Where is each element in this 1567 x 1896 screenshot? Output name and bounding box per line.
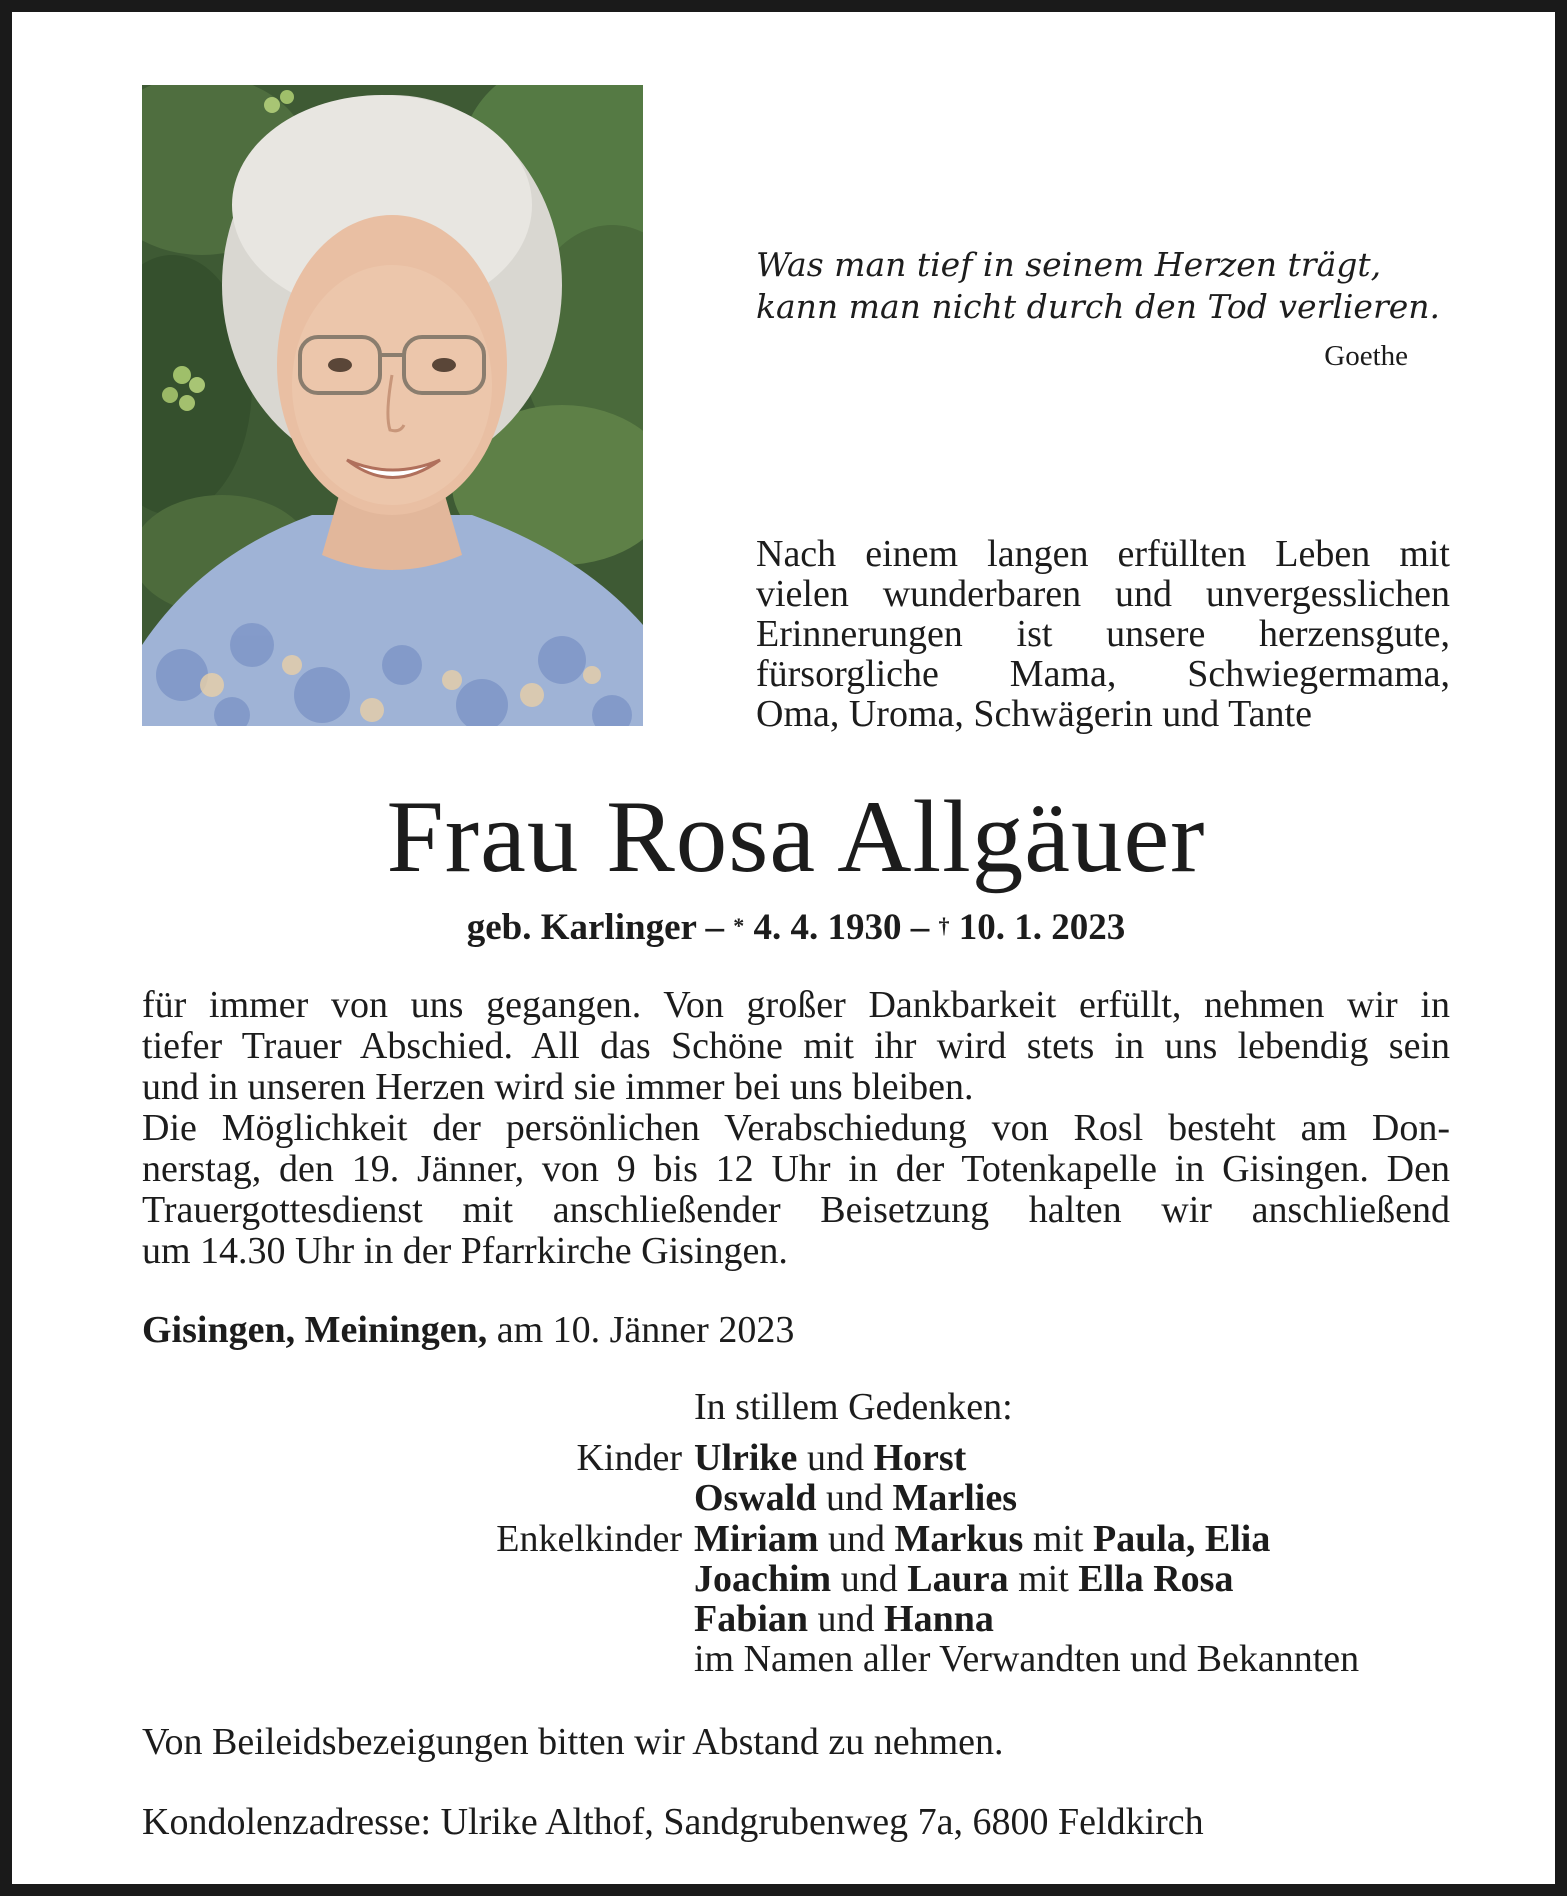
notice-date: am 10. Jänner 2023 (487, 1309, 795, 1351)
connector: und (797, 1437, 874, 1479)
mourner-name: Markus (894, 1518, 1024, 1560)
body-line: Trauergottesdienst mit anschließender Beisetzung halten wir anschließend (142, 1189, 1450, 1231)
mourners-closing: im Namen aller Verwandten und Bekannten (694, 1638, 1360, 1680)
intro-line: Nach einem langen erfüllten Leben mit (756, 533, 1450, 575)
condolence-address: Kondolenzadresse: Ulrike Althof, Sandgrubenweg 7a, 6800 Feldkirch (142, 1801, 1204, 1843)
separator: – (696, 907, 734, 948)
separator: – (901, 907, 939, 948)
deceased-name: Frau Rosa Allgäuer (386, 780, 1206, 894)
role-kinder: Kinder (576, 1437, 682, 1479)
mourner-row (694, 1599, 1454, 1639)
locations: Gisingen, Meiningen, (142, 1309, 488, 1351)
birth-symbol: * (733, 913, 745, 938)
mourner-name: Miriam (694, 1518, 819, 1560)
mourner-name: Laura (907, 1558, 1009, 1600)
body-line: Die Möglichkeit der persönlichen Verabschiedung von Rosl besteht am Don- (142, 1107, 1450, 1149)
mourner-name: Horst (873, 1437, 967, 1479)
mourner-row (694, 1559, 1454, 1599)
intro-line: vielen wunderbaren und unvergesslichen (756, 573, 1450, 615)
portrait-photo (142, 85, 643, 726)
body-line: für immer von uns gegangen. Von großer Dankbarkeit erfüllt, nehmen wir in (142, 984, 1450, 1026)
role-enkelkinder: Enkelkinder (496, 1518, 682, 1560)
connector: und (818, 1518, 895, 1560)
intro-line: Oma, Uroma, Schwägerin und Tante (756, 693, 1312, 735)
place-date (142, 1308, 1142, 1352)
body-paragraph (142, 985, 1450, 1272)
intro-paragraph (756, 534, 1450, 734)
intro-line: Erinnerungen ist unsere herzensgute, (756, 613, 1450, 655)
quote-author: Goethe (1324, 340, 1408, 372)
mourner-name: Marlies (892, 1477, 1017, 1519)
death-date: 10. 1. 2023 (949, 907, 1126, 948)
memorial-quote (756, 244, 1441, 328)
mourner-name: Joachim (694, 1558, 832, 1600)
mourner-name: Ella Rosa (1078, 1558, 1234, 1600)
quote-line: Was man tief in seinem Herzen trägt, (756, 245, 1382, 284)
quote-line: kann man nicht durch den Tod verlieren. (756, 287, 1441, 326)
mourner-row (694, 1478, 1454, 1518)
mourner-row (694, 1438, 1454, 1478)
condolence-note: Von Beileidsbezeigungen bitten wir Abstand zu nehmen. (142, 1721, 1004, 1763)
birth-date: 4. 4. 1930 (744, 907, 902, 948)
body-line: nerstag, den 19. Jänner, von 9 bis 12 Uhr in der Totenkapelle in Gisingen. Den (142, 1148, 1450, 1190)
body-line: um 14.30 Uhr in der Pfarrkirche Gisingen. (142, 1230, 788, 1272)
mourner-name: Paula, Elia (1093, 1518, 1271, 1560)
mourner-name: Fabian (694, 1598, 809, 1640)
connector: mit (1008, 1558, 1079, 1600)
connector: und (831, 1558, 908, 1600)
intro-line: fürsorgliche Mama, Schwiegermama, (756, 653, 1450, 695)
mourners-heading: In stillem Gedenken: (694, 1386, 1013, 1428)
birth-name: geb. Karlinger (466, 907, 697, 948)
mourner-name: Oswald (694, 1477, 817, 1519)
connector: und (808, 1598, 885, 1640)
body-line: und in unseren Herzen wird sie immer bei uns bleiben. (142, 1066, 974, 1108)
mourner-name: Ulrike (694, 1437, 798, 1479)
body-line: tiefer Trauer Abschied. All das Schöne mit ihr wird stets in uns lebendig sein (142, 1025, 1450, 1067)
mourner-row (694, 1519, 1454, 1559)
connector: mit (1023, 1518, 1093, 1560)
mourner-name: Hanna (884, 1598, 994, 1640)
connector: und (816, 1477, 893, 1519)
death-symbol: † (938, 913, 950, 938)
life-dates (142, 906, 1450, 950)
